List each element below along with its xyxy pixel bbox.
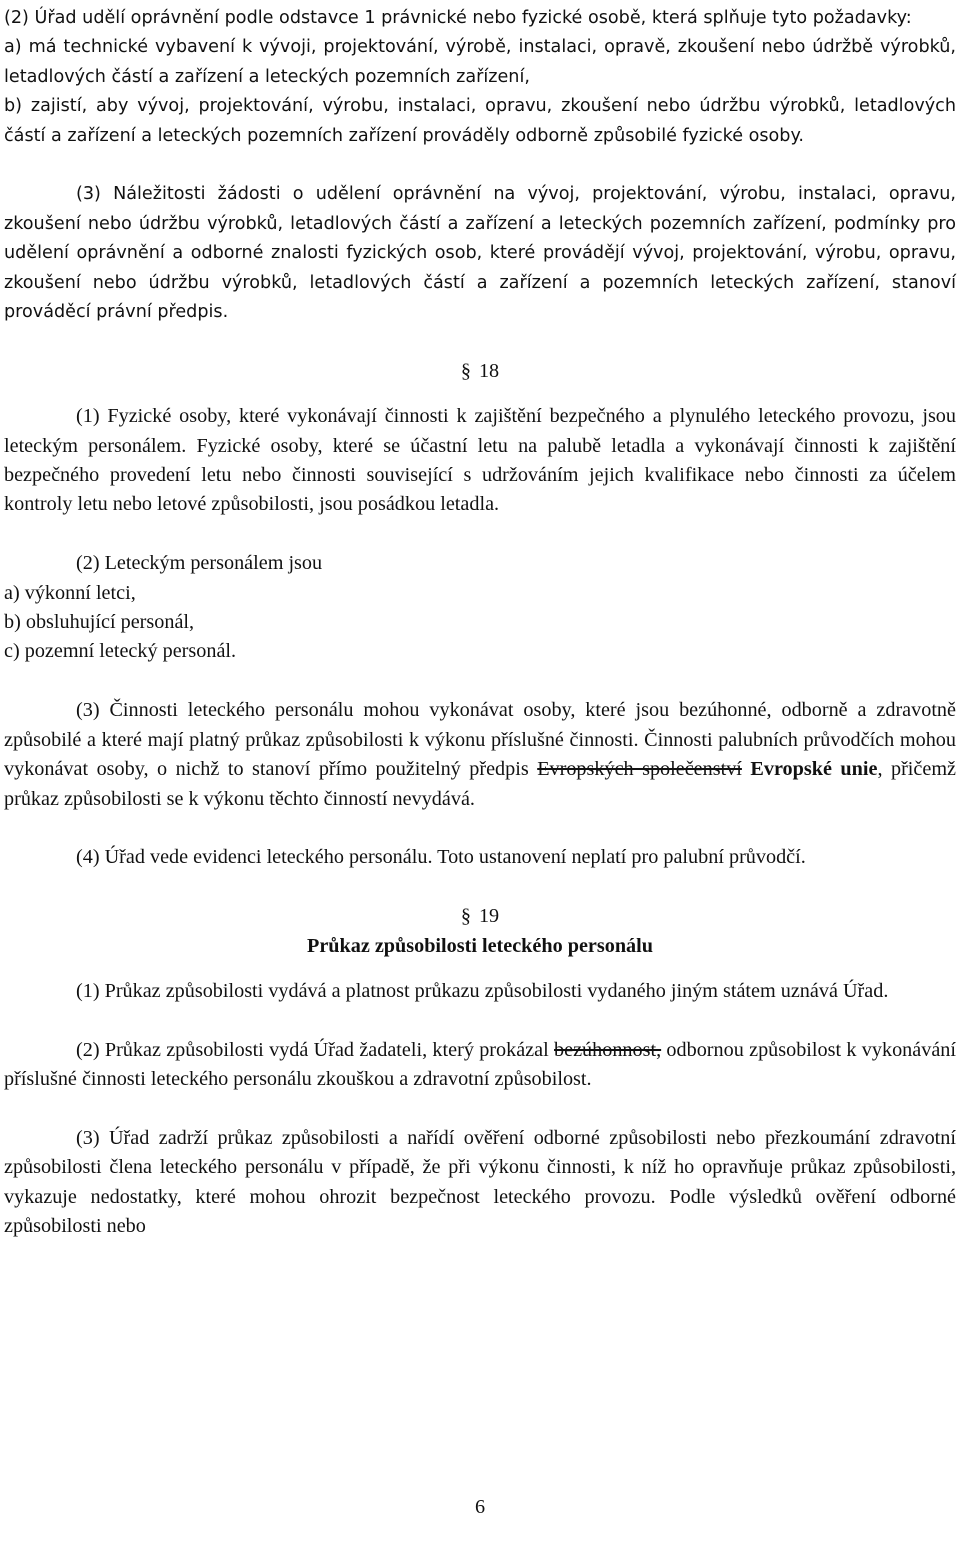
section-18-paragraph-3 xyxy=(4,696,956,814)
section-19-paragraph-1: (1) Průkaz způsobilosti vydává a platnost průkazu způsobilosti vydaného jiným státem uznává Úřad. xyxy=(76,979,889,1002)
section-19-paragraph-3: (3) Úřad zadrží průkaz způsobilosti a nařídí ověření odborné způsobilosti nebo přezkoumání zdravotní způsobilosti člena leteckého personálu v případě, že při výkonu činnosti, k níž ho opravňuje průkaz způsobilosti, vykazuje nedostatky, které mohou ohrozit bezpečnost leteckého provozu. Podle výsledků ověření odborné způsobilosti nebo xyxy=(4,1126,956,1238)
spacer xyxy=(4,151,956,180)
paragraph-text: , přičemž průkaz způsobilosti se k výkonu těchto činností nevydává. xyxy=(4,758,956,810)
paragraph-3: (3) Náležitosti žádosti o udělení oprávnění na vývoj, projektování, výrobu, instalaci, opravu, zkoušení nebo údržbu výrobků, letadlových částí a zařízení a leteckých pozemních zařízení, podmínky pro udělení oprávnění a odborné znalosti fyzických osob, které provádějí vývoj, projektování, výrobu, opravu, zkoušení nebo údržbu výrobků, letadlových částí a zařízení a pozemních leteckých zařízení, stanoví prováděcí právní předpis. xyxy=(4,184,956,323)
page-number: 6 xyxy=(474,1496,486,1518)
paragraph-text: odbornou způsobilost k vykonávání příslušné činnosti leteckého personálu zkouškou a zdravotní způsobilost. xyxy=(4,1038,956,1091)
section-18 xyxy=(4,357,956,873)
section-number: 19 xyxy=(478,905,500,928)
paragraph-text: (2) Průkaz způsobilosti vydá Úřad žadateli, který prokázal xyxy=(76,1038,555,1061)
section-19 xyxy=(4,902,956,1241)
list-item-b: b) zajistí, aby vývoj, projektování, výrobu, instalaci, opravu, zkoušení nebo údržbu výrobků, letadlových částí a zařízení a leteckých pozemních zařízení prováděly odborně způsobilé fyzické osoby. xyxy=(4,96,956,146)
section-18-list-item-b: b) obsluhující personál, xyxy=(4,611,195,634)
section-19-heading xyxy=(4,902,956,931)
paragraph-text: (3) Činnosti leteckého personálu mohou vykonávat osoby, které jsou bezúhonné, odborně a zdravotně způsobilé a které mají platný průkaz způsobilosti k výkonu příslušné činnosti. Činnosti palubních průvodčích mohou vykonávat osoby, o nichž to stanoví přímo použitelný předpis xyxy=(4,699,956,781)
spacer xyxy=(4,873,956,902)
section-18-heading xyxy=(4,357,956,386)
spacer xyxy=(4,327,956,356)
section-19-paragraph-2 xyxy=(4,1036,956,1095)
list-item-a: a) má technické vybavení k vývoji, projektování, výrobě, instalaci, opravě, zkoušení nebo údržbě výrobků, letadlových částí a zařízení a leteckých pozemních zařízení, xyxy=(4,37,956,87)
spacer xyxy=(4,961,956,977)
spacer xyxy=(4,1095,956,1124)
spacer xyxy=(4,667,956,696)
struck-text: Evropských společenství xyxy=(537,758,742,781)
section-18-paragraph-1: (1) Fyzické osoby, které vykonávají činnosti k zajištění bezpečného a plynulého leteckého provozu, jsou leteckým personálem. Fyzické osoby, které se účastní letu na palubě letadla a vykonávají činnosti k zajištění bezpečného provedení letu nebo činnosti související s udržováním jejich kvalifikace nebo činnosti za účelem kontroly letu nebo letové způsobilosti, jsou posádkou letadla. xyxy=(4,405,956,516)
section-18-paragraph-4: (4) Úřad vede evidenci leteckého personálu. Toto ustanovení neplatí pro palubní průvodčí. xyxy=(76,846,806,869)
paragraph-2-intro: (2) Úřad udělí oprávnění podle odstavce 1 právnické nebo fyzické osobě, která splňuje tyto požadavky: xyxy=(4,8,912,28)
spacer xyxy=(4,1006,956,1035)
section-19-title: Průkaz způsobilosti leteckého personálu xyxy=(306,934,653,957)
paragraph-block-requirements xyxy=(4,4,956,151)
spacer xyxy=(4,386,956,402)
inserted-text: Evropské unie xyxy=(750,758,878,781)
section-18-list-item-c: c) pozemní letecký personál. xyxy=(4,640,237,663)
section-18-list-item-a: a) výkonní letci, xyxy=(4,581,136,604)
spacer xyxy=(4,520,956,549)
spacer xyxy=(4,814,956,843)
struck-text: bezúhonnost, xyxy=(554,1038,662,1061)
section-number: 18 xyxy=(478,359,500,382)
section-18-paragraph-2-intro: (2) Leteckým personálem jsou xyxy=(76,552,323,575)
document-page xyxy=(4,0,956,1242)
section-sign: § xyxy=(460,905,471,928)
paragraph-block-details xyxy=(4,180,956,327)
section-sign: § xyxy=(460,359,471,382)
